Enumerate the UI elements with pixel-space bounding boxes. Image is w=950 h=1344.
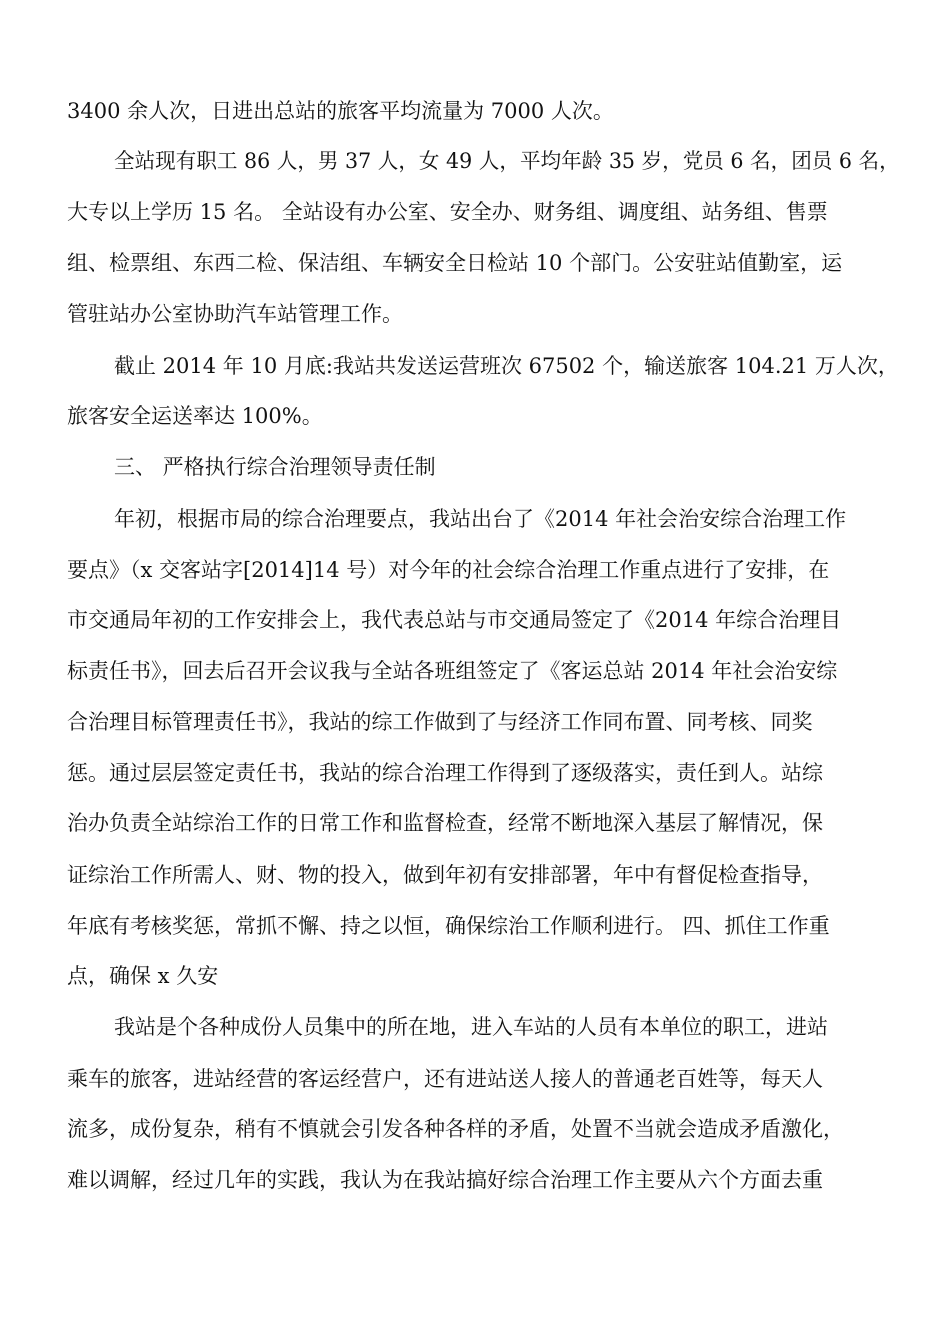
text-line-content: 要点》（x 交客站字[2014]14 号）对今年的社会综合治理工作重点进行了安排，在 bbox=[67, 558, 830, 582]
text-line bbox=[0, 391, 950, 441]
text-line-content: 流多，成份复杂，稍有不慎就会引发各种各样的矛盾，处置不当就会造成矛盾激化， bbox=[67, 1117, 844, 1141]
text-line-content: 我站是个各种成份人员集中的所在地，进入车站的人员有本单位的职工，进站 bbox=[114, 1015, 828, 1039]
section-heading bbox=[0, 442, 950, 492]
text-line-content: 旅客安全运送率达 100%。 bbox=[67, 404, 323, 428]
text-line-content: 乘车的旅客，进站经营的客运经营户，还有进站送人接人的普通老百姓等，每天人 bbox=[67, 1067, 823, 1091]
text-line bbox=[0, 187, 950, 237]
text-line bbox=[0, 1054, 950, 1104]
text-line-content: 年底有考核奖惩，常抓不懈、持之以恒，确保综治工作顺利进行。 四、抓住工作重 bbox=[67, 914, 830, 938]
text-line bbox=[0, 289, 950, 339]
text-line-content: 标责任书》，回去后召开会议我与全站各班组签定了《客运总站 2014 年社会治安综 bbox=[67, 659, 838, 683]
text-line-content: 大专以上学历 15 名。 全站设有办公室、安全办、财务组、调度组、站务组、售票 bbox=[67, 200, 828, 224]
text-line bbox=[0, 86, 950, 136]
text-line bbox=[0, 545, 950, 595]
text-line bbox=[0, 595, 950, 645]
text-line-content: 合治理目标管理责任书》，我站的综工作做到了与经济工作同布置、同考核、同奖 bbox=[67, 710, 813, 734]
text-line-content: 证综治工作所需人、财、物的投入，做到年初有安排部署，年中有督促检查指导， bbox=[67, 863, 823, 887]
text-line-content: 年初，根据市局的综合治理要点，我站出台了《2014 年社会治安综合治理工作 bbox=[114, 507, 847, 531]
text-line bbox=[0, 798, 950, 848]
text-line-content: 组、检票组、东西二检、保洁组、车辆安全日检站 10 个部门。公安驻站值勤室，运 bbox=[67, 251, 843, 275]
text-line-content: 管驻站办公室协助汽车站管理工作。 bbox=[67, 302, 403, 326]
text-line-content: 市交通局年初的工作安排会上，我代表总站与市交通局签定了《2014 年综合治理目 bbox=[67, 608, 842, 632]
text-line-content: 治办负责全站综治工作的日常工作和监督检查，经常不断地深入基层了解情况，保 bbox=[67, 811, 823, 835]
text-line bbox=[0, 494, 950, 544]
text-line bbox=[0, 951, 950, 1001]
text-line bbox=[0, 341, 950, 391]
text-line bbox=[0, 1002, 950, 1052]
text-line bbox=[0, 748, 950, 798]
text-line bbox=[0, 901, 950, 951]
text-line-content: 点，确保 x 久安 bbox=[67, 964, 219, 988]
text-line-content: 全站现有职工 86 人，男 37 人，女 49 人，平均年龄 35 岁，党员 6 名，团员 6 名， bbox=[114, 149, 900, 173]
text-line bbox=[0, 238, 950, 288]
text-line bbox=[0, 646, 950, 696]
text-line bbox=[0, 850, 950, 900]
text-line bbox=[0, 1155, 950, 1205]
text-line bbox=[0, 136, 950, 186]
text-line bbox=[0, 697, 950, 747]
text-line bbox=[0, 1104, 950, 1154]
text-line-content: 惩。通过层层签定责任书，我站的综合治理工作得到了逐级落实，责任到人。站综 bbox=[67, 761, 823, 785]
text-line-content: 难以调解，经过几年的实践，我认为在我站搞好综合治理工作主要从六个方面去重 bbox=[67, 1168, 823, 1192]
text-line-content: 3400 余人次，日进出总站的旅客平均流量为 7000 人次。 bbox=[67, 99, 614, 123]
section-heading-text: 三、 严格执行综合治理领导责任制 bbox=[114, 455, 436, 479]
text-line-content: 截止 2014 年 10 月底:我站共发送运营班次 67502 个，输送旅客 104.21 万人次， bbox=[114, 354, 899, 378]
